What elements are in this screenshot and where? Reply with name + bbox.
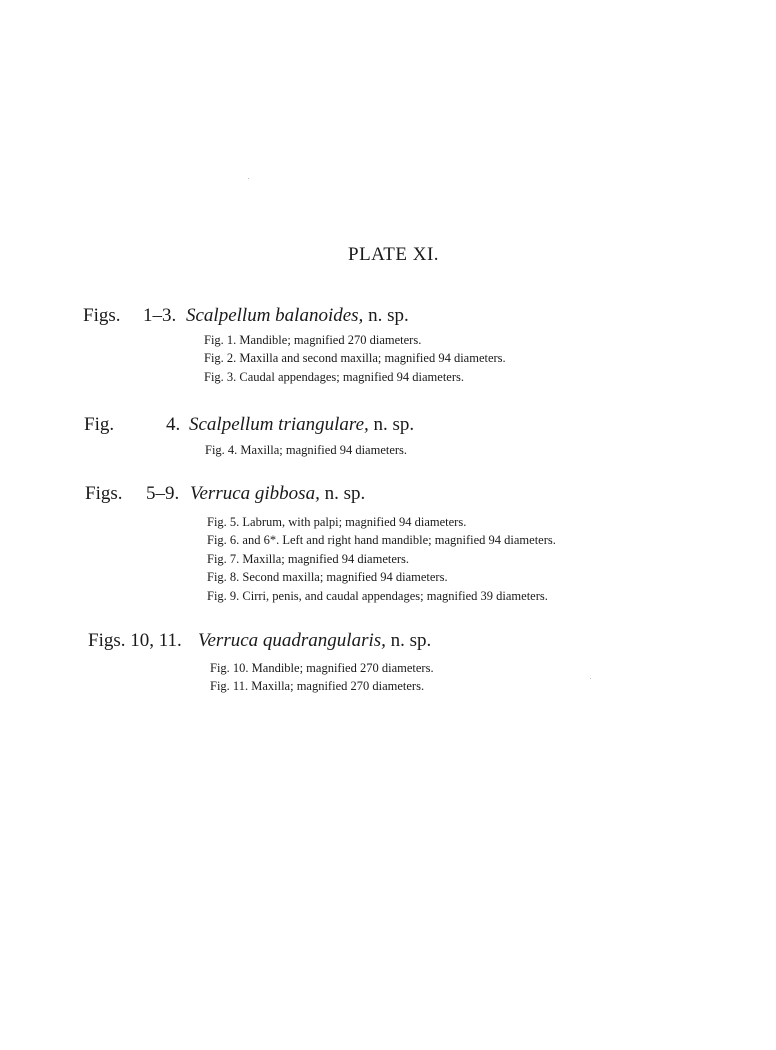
figure-caption: Fig. 2. Maxilla and second maxilla; magnified 94 diameters.: [204, 351, 506, 366]
species-name: [190, 483, 365, 505]
species-suffix: n. sp.: [368, 414, 415, 435]
species-italic: Verruca gibbosa,: [190, 483, 320, 504]
species-name: [186, 305, 409, 327]
species-suffix: n. sp.: [363, 305, 409, 326]
caption-list: [207, 513, 556, 605]
paper-speck: [590, 678, 591, 679]
figure-caption: Fig. 7. Maxilla; magnified 94 diameters.: [207, 551, 410, 566]
figure-range: 5–9.: [146, 483, 180, 504]
figure-caption: Fig. 3. Caudal appendages; magnified 94 diameters.: [204, 369, 465, 384]
figure-group-heading: [0, 305, 776, 329]
species-italic: Scalpellum balanoides,: [186, 305, 364, 326]
figure-range: 4.: [166, 414, 181, 435]
figure-caption: Fig. 11. Maxilla; magnified 270 diameters.: [210, 679, 425, 694]
figure-caption: Fig. 8. Second maxilla; magnified 94 diameters.: [207, 570, 448, 585]
figure-group-heading: [0, 414, 776, 438]
figs-label: Figs. 10, 11.: [88, 630, 182, 651]
figure-caption: Fig. 1. Mandible; magnified 270 diameters.: [204, 333, 422, 347]
figure-caption: Fig. 6. and 6*. Left and right hand mandible; magnified 94 diameters.: [207, 533, 556, 548]
figs-label: Figs.: [85, 483, 123, 504]
species-italic: Scalpellum triangulare,: [189, 414, 369, 435]
species-name: [198, 630, 431, 652]
species-italic: Verruca quadrangularis,: [198, 630, 386, 651]
figure-caption: Fig. 9. Cirri, penis, and caudal appendages; magnified 39 diameters.: [207, 588, 548, 603]
species-name: [189, 414, 414, 436]
figs-label: Figs.: [83, 305, 121, 326]
species-suffix: n. sp.: [319, 483, 366, 504]
figure-group-heading: [0, 483, 776, 507]
figure-caption: Fig. 10. Mandible; magnified 270 diameters.: [210, 661, 434, 675]
figure-group-heading: [0, 630, 776, 654]
caption-list: [205, 441, 407, 459]
caption-list: [204, 331, 506, 386]
paper-speck: [248, 178, 249, 179]
plate-title: PLATE XI.: [348, 244, 440, 265]
figure-range: 1–3.: [143, 305, 177, 326]
species-suffix: n. sp.: [385, 630, 432, 651]
figure-caption: Fig. 5. Labrum, with palpi; magnified 94 diameters.: [207, 515, 467, 529]
figs-label: Fig.: [84, 414, 115, 435]
caption-list: [210, 659, 434, 696]
figure-caption: Fig. 4. Maxilla; magnified 94 diameters.: [205, 443, 408, 457]
